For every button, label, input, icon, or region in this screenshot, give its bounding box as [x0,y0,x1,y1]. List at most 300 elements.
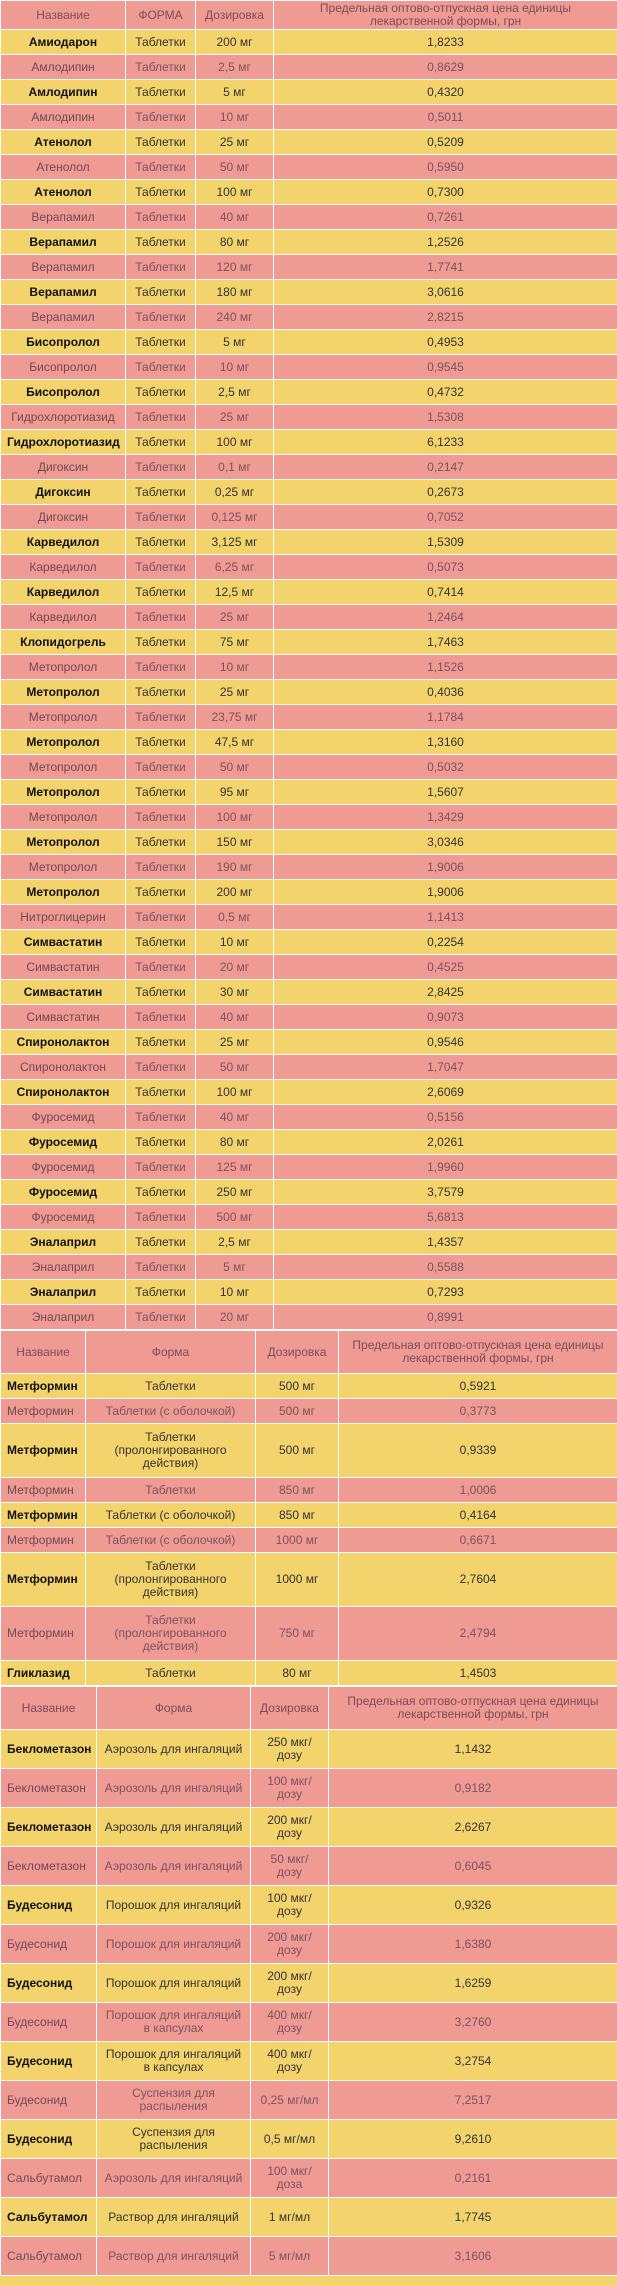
table-row [1,1847,617,1886]
table-row [1,1255,617,1280]
table-row [1,2237,617,2276]
price-cell: 0,5011 [274,105,617,130]
form-cell: Таблетки [126,355,196,380]
table-row [1,1080,617,1105]
form-cell: Таблетки [126,580,196,605]
dosage-cell: 1 мг/мл [251,2198,329,2237]
form-cell: Таблетки [126,1305,196,1330]
price-cell: 0,4164 [339,1503,617,1528]
dosage-cell: 5 мг [196,1255,274,1280]
form-cell: Аэрозоль для ингаляций [97,1769,251,1808]
drug-name-cell: Метопролол [1,705,126,730]
price-cell: 0,7414 [274,580,617,605]
price-cell: 0,9326 [329,1886,617,1925]
table-row [1,1528,617,1553]
dosage-cell: 200 мг [196,30,274,55]
form-cell: Таблетки [126,1180,196,1205]
price-cell: 0,6045 [329,1847,617,1886]
table-row [1,1661,617,1686]
header-form: ФОРМА [126,1,196,30]
form-cell: Таблетки [126,455,196,480]
dosage-cell: 150 мг [196,830,274,855]
drug-name-cell: Метопролол [1,805,126,830]
table-row [1,580,617,605]
table-row [1,1808,617,1847]
table-row [1,1553,617,1607]
drug-name-cell: Карведилол [1,580,126,605]
price-cell: 9,2610 [329,2120,617,2159]
price-cell: 7,2517 [329,2081,617,2120]
table-row [1,130,617,155]
price-cell: 0,9339 [339,1424,617,1478]
dosage-cell: 10 мг [196,655,274,680]
price-cell: 0,9182 [329,1769,617,1808]
dosage-cell: 400 мкг/ дозу [251,2003,329,2042]
price-cell: 0,8629 [274,55,617,80]
drug-name-cell: Гидрохлоротиазид [1,405,126,430]
drug-name-cell: Эналаприл [1,1255,126,1280]
form-cell: Таблетки [126,155,196,180]
drug-name-cell: Спиронолактон [1,1030,126,1055]
dosage-cell: 5 мг [196,330,274,355]
drug-name-cell: Эналаприл [1,1280,126,1305]
table-row [1,905,617,930]
form-cell: Таблетки [126,1155,196,1180]
table-row [1,2120,617,2159]
form-cell: Таблетки [126,305,196,330]
form-cell: Таблетки (пролонгированного действия) [86,1607,256,1661]
price-cell: 3,7579 [274,1180,617,1205]
dosage-cell: 40 мг [196,1005,274,1030]
form-cell: Таблетки [126,1280,196,1305]
drug-name-cell: Атенолол [1,155,126,180]
form-cell: Таблетки [126,180,196,205]
form-cell: Таблетки [86,1661,256,1686]
price-cell: 1,5607 [274,780,617,805]
price-cell: 1,9006 [274,880,617,905]
table-row [1,2081,617,2120]
table-row [1,1769,617,1808]
dosage-cell: 80 мг [196,1130,274,1155]
drug-name-cell: Метформин [1,1528,86,1553]
dosage-cell: 47,5 мг [196,730,274,755]
dosage-cell: 200 мкг/ дозу [251,1964,329,2003]
price-cell: 1,8233 [274,30,617,55]
form-cell: Аэрозоль для ингаляций [97,1808,251,1847]
table-row [1,1503,617,1528]
drug-name-cell: Метформин [1,1503,86,1528]
form-cell: Аэрозоль для ингаляций [97,1847,251,1886]
dosage-cell: 10 мг [196,105,274,130]
dosage-cell: 80 мг [196,230,274,255]
price-cell: 6,1233 [274,430,617,455]
price-cell: 1,1413 [274,905,617,930]
price-cell: 0,5156 [274,1105,617,1130]
dosage-cell: 75 мг [196,630,274,655]
price-cell: 0,4320 [274,80,617,105]
form-cell: Порошок для ингаляций в капсулах [97,2003,251,2042]
drug-name-cell: Метформин [1,1607,86,1661]
table-body [1,1374,617,1686]
form-cell: Таблетки [126,705,196,730]
dosage-cell: 95 мг [196,780,274,805]
price-cell: 0,2161 [329,2159,617,2198]
table-row [1,305,617,330]
dosage-cell: 190 мг [196,855,274,880]
drug-name-cell: Дигоксин [1,480,126,505]
drug-name-cell: Спиронолактон [1,1080,126,1105]
drug-name-cell: Метопролол [1,855,126,880]
table-row [1,1205,617,1230]
drug-name-cell: Амлодипин [1,105,126,130]
price-cell: 2,0261 [274,1130,617,1155]
form-cell: Раствор для ингаляций [97,2198,251,2237]
dosage-cell: 5 мг/мл [251,2237,329,2276]
price-cell: 0,7261 [274,205,617,230]
dosage-cell: 750 мг [256,1607,339,1661]
table-row [1,530,617,555]
dosage-cell: 240 мг [196,305,274,330]
table-row [1,1230,617,1255]
table-row [1,1607,617,1661]
drug-name-cell: Карведилол [1,555,126,580]
form-cell: Таблетки [126,330,196,355]
drug-name-cell: Метопролол [1,655,126,680]
price-cell: 2,6267 [329,1808,617,1847]
table-body [1,1730,617,2276]
price-cell: 5,6813 [274,1205,617,1230]
drug-name-cell: Метопролол [1,880,126,905]
price-cell: 2,7604 [339,1553,617,1607]
dosage-cell: 200 мкг/ дозу [251,1808,329,1847]
price-cell: 1,9960 [274,1155,617,1180]
price-cell: 3,2760 [329,2003,617,2042]
dosage-cell: 50 мкг/ дозу [251,1847,329,1886]
table-row [1,280,617,305]
price-cell: 2,4794 [339,1607,617,1661]
table-row [1,430,617,455]
form-cell: Порошок для ингаляций [97,1964,251,2003]
form-cell: Таблетки [126,605,196,630]
drug-name-cell: Беклометазон [1,1769,97,1808]
form-cell: Таблетки [86,1478,256,1503]
table-row [1,1030,617,1055]
price-cell: 0,5950 [274,155,617,180]
price-cell: 0,7300 [274,180,617,205]
price-table-diabetes [0,1330,617,1686]
dosage-cell: 5 мг [196,80,274,105]
price-cell: 0,5032 [274,755,617,780]
price-cell: 0,3773 [339,1399,617,1424]
form-cell: Таблетки [126,405,196,430]
price-cell: 1,7463 [274,630,617,655]
table-row [1,880,617,905]
table-row [1,205,617,230]
dosage-cell: 23,75 мг [196,705,274,730]
drug-name-cell: Будесонид [1,1964,97,2003]
price-cell: 3,0616 [274,280,617,305]
table-row [1,255,617,280]
table-row [1,955,617,980]
table-row [1,1105,617,1130]
drug-name-cell: Спиронолактон [1,1055,126,1080]
form-cell: Таблетки [126,680,196,705]
price-cell: 1,4357 [274,1230,617,1255]
dosage-cell: 0,5 мг [196,905,274,930]
drug-name-cell: Беклометазон [1,1847,97,1886]
price-cell: 0,4036 [274,680,617,705]
price-cell: 0,9073 [274,1005,617,1030]
form-cell: Таблетки [126,855,196,880]
table-header [1,1,617,30]
dosage-cell: 30 мг [196,980,274,1005]
drug-name-cell: Бисопролол [1,330,126,355]
price-cell: 0,4953 [274,330,617,355]
price-cell: 1,3429 [274,805,617,830]
table-row [1,2042,617,2081]
dosage-cell: 250 мг [196,1180,274,1205]
dosage-cell: 400 мкг/ дозу [251,2042,329,2081]
table-row [1,1399,617,1424]
price-cell: 0,7052 [274,505,617,530]
drug-name-cell: Будесонид [1,1886,97,1925]
table-row [1,780,617,805]
price-cell: 2,6069 [274,1080,617,1105]
drug-name-cell: Будесонид [1,2081,97,2120]
form-cell: Таблетки [126,80,196,105]
form-cell: Таблетки (пролонгированного действия) [86,1424,256,1478]
dosage-cell: 50 мг [196,755,274,780]
table-row [1,755,617,780]
price-cell: 1,1784 [274,705,617,730]
drug-name-cell: Сальбутамол [1,2198,97,2237]
dosage-cell: 12,5 мг [196,580,274,605]
form-cell: Таблетки [126,905,196,930]
form-cell: Таблетки [126,1130,196,1155]
dosage-cell: 40 мг [196,205,274,230]
dosage-cell: 100 мг [196,430,274,455]
table-row [1,1374,617,1399]
drug-name-cell: Беклометазон [1,1808,97,1847]
table-row [1,2159,617,2198]
table-row [1,55,617,80]
price-cell: 3,0346 [274,830,617,855]
drug-name-cell: Верапамил [1,305,126,330]
form-cell: Порошок для ингаляций [97,1886,251,1925]
dosage-cell: 10 мг [196,930,274,955]
table-row [1,1925,617,1964]
price-cell: 0,6671 [339,1528,617,1553]
drug-name-cell: Верапамил [1,205,126,230]
header-price: Предельная оптово-отпускная цена единицы лекарственной формы, грн [329,1687,617,1730]
price-cell: 0,5588 [274,1255,617,1280]
table-row [1,230,617,255]
form-cell: Порошок для ингаляций [97,1925,251,1964]
dosage-cell: 500 мг [256,1374,339,1399]
price-cell: 1,7745 [329,2198,617,2237]
form-cell: Таблетки [126,105,196,130]
price-cell: 1,4503 [339,1661,617,1686]
price-cell: 0,2673 [274,480,617,505]
drug-name-cell: Фуросемид [1,1205,126,1230]
dosage-cell: 50 мг [196,1055,274,1080]
form-cell: Таблетки [126,280,196,305]
header-name: Название [1,1,126,30]
price-table-respiratory [0,1686,617,2276]
form-cell: Таблетки [126,230,196,255]
form-cell: Таблетки [126,1205,196,1230]
form-cell: Таблетки [126,655,196,680]
form-cell: Таблетки [126,480,196,505]
form-cell: Таблетки [126,205,196,230]
form-cell: Суспензия для распыления [97,2120,251,2159]
header-dosage: Дозировка [251,1687,329,1730]
dosage-cell: 180 мг [196,280,274,305]
drug-name-cell: Будесонид [1,2003,97,2042]
form-cell: Таблетки [126,555,196,580]
table-row [1,930,617,955]
price-cell: 2,8425 [274,980,617,1005]
header-form: Форма [86,1331,256,1374]
form-cell: Аэрозоль для ингаляций [97,1730,251,1769]
dosage-cell: 200 мг [196,880,274,905]
table-row [1,830,617,855]
form-cell: Таблетки [126,980,196,1005]
price-cell: 1,3160 [274,730,617,755]
table-row [1,1005,617,1030]
table-row [1,1964,617,2003]
table-row [1,480,617,505]
form-cell: Таблетки [126,880,196,905]
table-row [1,1280,617,1305]
price-cell: 0,5921 [339,1374,617,1399]
table-row [1,980,617,1005]
drug-name-cell: Верапамил [1,255,126,280]
dosage-cell: 200 мкг/ дозу [251,1925,329,1964]
drug-name-cell: Верапамил [1,230,126,255]
table-row [1,2198,617,2237]
price-cell: 1,5308 [274,405,617,430]
table-row [1,180,617,205]
drug-name-cell: Беклометазон [1,1730,97,1769]
dosage-cell: 25 мг [196,1030,274,1055]
form-cell: Таблетки [126,1230,196,1255]
price-cell: 1,7047 [274,1055,617,1080]
form-cell: Таблетки (пролонгированного действия) [86,1553,256,1607]
drug-name-cell: Метформин [1,1478,86,1503]
price-cell: 0,2147 [274,455,617,480]
drug-name-cell: Симвастатин [1,955,126,980]
dosage-cell: 2,5 мг [196,55,274,80]
table-row [1,1424,617,1478]
header-dosage: Дозировка [256,1331,339,1374]
drug-name-cell: Клопидогрель [1,630,126,655]
price-cell: 1,0006 [339,1478,617,1503]
dosage-cell: 0,25 мг [196,480,274,505]
table-row [1,30,617,55]
dosage-cell: 2,5 мг [196,1230,274,1255]
dosage-cell: 100 мкг/ доза [251,2159,329,2198]
dosage-cell: 0,125 мг [196,505,274,530]
drug-name-cell: Метопролол [1,730,126,755]
drug-name-cell: Метформин [1,1553,86,1607]
table-row [1,1886,617,1925]
table-row [1,355,617,380]
table-row [1,1478,617,1503]
form-cell: Таблетки [86,1374,256,1399]
drug-name-cell: Метопролол [1,830,126,855]
header-form: Форма [97,1687,251,1730]
form-cell: Таблетки [126,30,196,55]
drug-name-cell: Гликлазид [1,1661,86,1686]
drug-name-cell: Метформин [1,1399,86,1424]
form-cell: Суспензия для распыления [97,2081,251,2120]
drug-name-cell: Дигоксин [1,505,126,530]
table-row [1,505,617,530]
form-cell: Таблетки [126,755,196,780]
dosage-cell: 20 мг [196,955,274,980]
drug-name-cell: Амиодарон [1,30,126,55]
drug-name-cell: Бисопролол [1,380,126,405]
dosage-cell: 500 мг [196,1205,274,1230]
table-row [1,630,617,655]
header-name: Название [1,1331,86,1374]
form-cell: Таблетки [126,1005,196,1030]
dosage-cell: 850 мг [256,1478,339,1503]
price-cell: 0,7293 [274,1280,617,1305]
price-cell: 2,8215 [274,305,617,330]
drug-name-cell: Метформин [1,1424,86,1478]
drug-name-cell: Верапамил [1,280,126,305]
header-dosage: Дозировка [196,1,274,30]
dosage-cell: 100 мг [196,1080,274,1105]
dosage-cell: 0,1 мг [196,455,274,480]
drug-name-cell: Симвастатин [1,980,126,1005]
dosage-cell: 1000 мг [256,1528,339,1553]
drug-name-cell: Атенолол [1,130,126,155]
form-cell: Таблетки [126,1080,196,1105]
table-header [1,1331,617,1374]
form-cell: Таблетки [126,955,196,980]
dosage-cell: 25 мг [196,405,274,430]
dosage-cell: 10 мг [196,1280,274,1305]
form-cell: Таблетки [126,1255,196,1280]
form-cell: Таблетки [126,730,196,755]
dosage-cell: 250 мкг/ дозу [251,1730,329,1769]
form-cell: Порошок для ингаляций в капсулах [97,2042,251,2081]
price-cell: 1,7741 [274,255,617,280]
drug-name-cell: Симвастатин [1,1005,126,1030]
table-row [1,80,617,105]
price-cell: 0,9546 [274,1030,617,1055]
form-cell: Таблетки [126,530,196,555]
form-cell: Аэрозоль для ингаляций [97,2159,251,2198]
drug-name-cell: Фуросемид [1,1155,126,1180]
drug-name-cell: Фуросемид [1,1105,126,1130]
table-row [1,380,617,405]
price-cell: 1,5309 [274,530,617,555]
form-cell: Таблетки [126,930,196,955]
table-row [1,1155,617,1180]
price-cell: 1,2526 [274,230,617,255]
drug-name-cell: Фуросемид [1,1130,126,1155]
drug-name-cell: Метопролол [1,680,126,705]
dosage-cell: 120 мг [196,255,274,280]
drug-name-cell: Сальбутамол [1,2159,97,2198]
table-row [1,1730,617,1769]
dosage-cell: 50 мг [196,155,274,180]
drug-name-cell: Нитроглицерин [1,905,126,930]
